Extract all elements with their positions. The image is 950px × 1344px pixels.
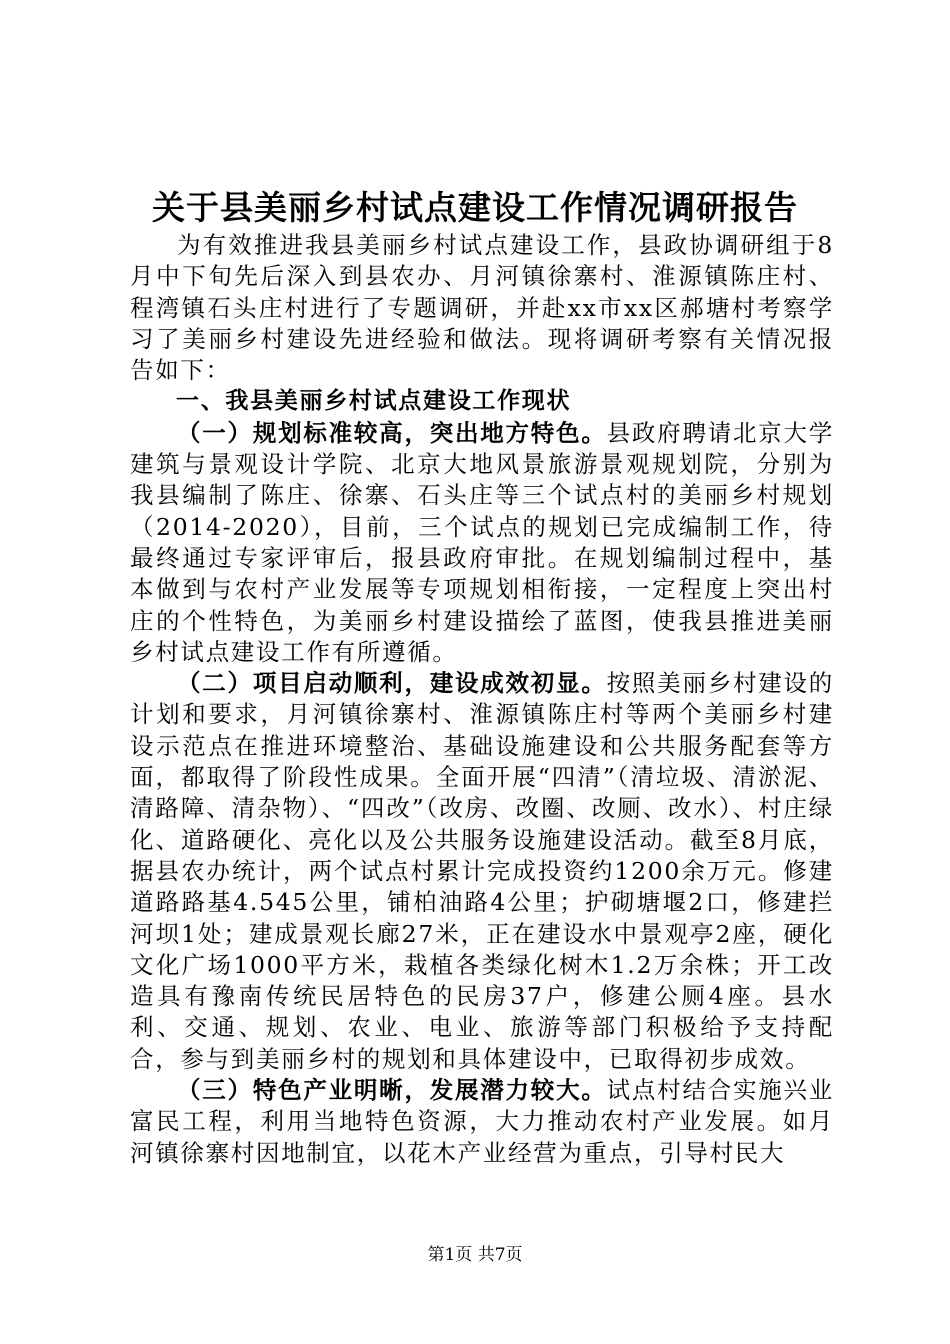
- paragraph-planning: [130, 418, 834, 668]
- paragraph-projects: [130, 668, 834, 1075]
- paragraph-lead: （三）特色产业明晰，发展潜力较大。: [177, 1076, 607, 1105]
- paragraph-lead: （一）规划标准较高，突出地方特色。: [177, 418, 607, 447]
- intro-paragraph: 为有效推进我县美丽乡村试点建设工作，县政协调研组于8月中下旬先后深入到县农办、月河镇徐寨村、淮源镇陈庄村、程湾镇石头庄村进行了专题调研，并赴xx市xx区郝塘村考察学习了美丽乡村建设先进经验和做法。现将调研考察有关情况报告如下：: [130, 231, 834, 385]
- document-body: [130, 230, 834, 1169]
- page-footer: 第1页 共7页: [427, 1245, 523, 1265]
- paragraph-lead: （二）项目启动顺利，建设成效初显。: [177, 669, 607, 698]
- paragraph-industry: [130, 1075, 834, 1169]
- paragraph-text: 试点村结合实施兴业富民工程，利用当地特色资源，大力推动农村产业发展。如月河镇徐寨村因地制宜，以花木产业经营为重点，引导村民大: [130, 1076, 834, 1167]
- section-heading: 一、我县美丽乡村试点建设工作现状: [176, 388, 572, 415]
- document-title: 关于县美丽乡村试点建设工作情况调研报告: [152, 188, 798, 227]
- paragraph-text: 县政府聘请北京大学建筑与景观设计学院、北京大地风景旅游景观规划院，分别为我县编制了陈庄、徐寨、石头庄等三个试点村的美丽乡村规划（2014-2020），目前，三个试点的规划已完成编制工作，待最终通过专家评审后，报县政府审批。在规划编制过程中，基本做到与农村产业发展等专项规划相衔接，一定程度上突出村庄的个性特色，为美丽乡村建设描绘了蓝图，使我县推进美丽乡村试点建设工作有所遵循。: [130, 418, 834, 666]
- paragraph-text: 按照美丽乡村建设的计划和要求，月河镇徐寨村、淮源镇陈庄村等两个美丽乡村建设示范点在推进环境整治、基础设施建设和公共服务配套等方面，都取得了阶段性成果。全面开展“四清”（清垃圾、清淤泥、清路障、清杂物）、“四改”（改房、改圈、改厕、改水）、村庄绿化、道路硬化、亮化以及公共服务设施建设活动。截至8月底，据县农办统计，两个试点村累计完成投资约1200余万元。修建道路路基4.545公里，铺柏油路4公里；护砌塘堰2口，修建拦河坝1处；建成景观长廊27米，正在建设水中景观亭2座，硬化文化广场1000平方米，栽植各类绿化树木1.2万余株；开工改造具有豫南传统民居特色的民房37户，修建公厕4座。县水利、交通、规划、农业、电业、旅游等部门积极给予支持配合，参与到美丽乡村的规划和具体建设中，已取得初步成效。: [130, 669, 834, 1073]
